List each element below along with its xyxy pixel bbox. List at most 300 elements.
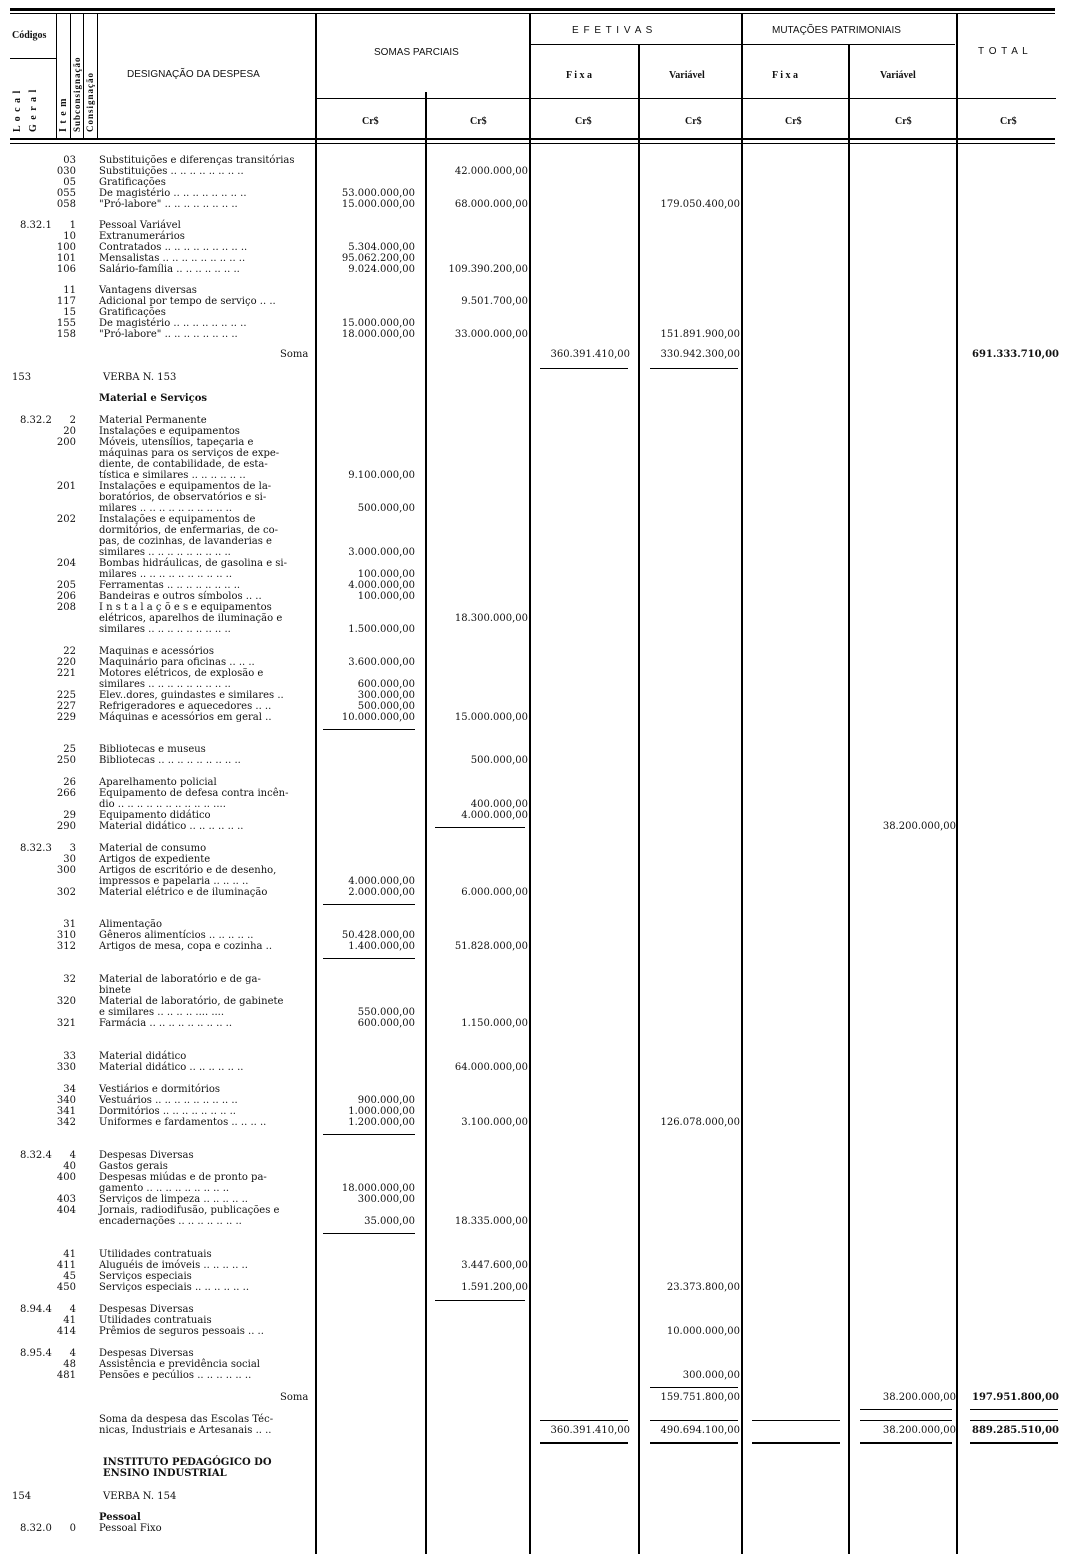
row-description: Material e Serviços xyxy=(99,393,208,404)
row-item-code: 330 xyxy=(56,1062,76,1073)
row-value-p1: 3.600.000,00 xyxy=(348,657,415,668)
row-item-code: 101 xyxy=(56,253,76,264)
row-item-code: 266 xyxy=(56,788,76,799)
row-value-var: 300.000,00 xyxy=(682,1370,740,1381)
row-description: Jornais, radiodifusão, publicações e xyxy=(99,1205,280,1216)
row-description: Extranumerários xyxy=(99,231,185,242)
row-value-p1: 300.000,00 xyxy=(357,690,415,701)
row-description: Despesas Diversas xyxy=(99,1304,194,1315)
row-value-p2: 18.335.000,00 xyxy=(454,1216,528,1227)
row-value-p1: 18.000.000,00 xyxy=(341,1183,415,1194)
currency-total: Cr$ xyxy=(1000,116,1017,127)
row-item-code: 155 xyxy=(56,318,76,329)
hdr-efetivas-line xyxy=(530,44,955,45)
row-description: máquinas para os serviços de expe- xyxy=(99,448,280,459)
row-value-p1: 600.000,00 xyxy=(357,679,415,690)
row-description: milares .. .. .. .. .. .. .. .. .. .. xyxy=(99,503,233,514)
total-label: T O T A L xyxy=(978,46,1029,57)
row-description: Bombas hidráulicas, de gasolina e si- xyxy=(99,558,287,569)
row-value-p1: 10.000.000,00 xyxy=(341,712,415,723)
row-code: 8.94.4 xyxy=(20,1304,52,1315)
row-description: Pensões e pecúlios .. .. .. .. .. .. xyxy=(99,1370,252,1381)
sum-line xyxy=(970,1420,1058,1421)
row-item-code: 45 xyxy=(63,1271,76,1282)
sum-line xyxy=(323,958,415,959)
sum-line xyxy=(860,1442,952,1444)
row-description: Material Permanente xyxy=(99,415,207,426)
row-value-p1: 15.000.000,00 xyxy=(341,318,415,329)
row-description: Despesas miúdas e de pronto pa- xyxy=(99,1172,267,1183)
col-line-var xyxy=(638,44,640,1554)
row-item-code: 4 xyxy=(69,1304,76,1315)
row-code: 153 xyxy=(12,372,32,383)
row-description: Dormitórios .. .. .. .. .. .. .. .. xyxy=(99,1106,236,1117)
row-item-code: 302 xyxy=(56,887,76,898)
sum-line xyxy=(970,1409,1058,1410)
row-value-p2: 33.000.000,00 xyxy=(454,329,528,340)
efetivas-label: E F E T I V A S xyxy=(572,25,654,36)
row-description: dio .. .. .. .. .. .. .. .. .. .. .... xyxy=(99,799,226,810)
row-item-code: 058 xyxy=(56,199,76,210)
sum-line xyxy=(970,1442,1058,1444)
row-item-code: 34 xyxy=(63,1084,76,1095)
row-item-code: 106 xyxy=(56,264,76,275)
row-item-code: 4 xyxy=(69,1348,76,1359)
row-item-code: 202 xyxy=(56,514,76,525)
row-value-p1: 2.000.000,00 xyxy=(348,887,415,898)
row-item-code: 05 xyxy=(63,177,76,188)
row-description: Artigos de expediente xyxy=(99,854,211,865)
row-description: Farmácia .. .. .. .. .. .. .. .. .. xyxy=(99,1018,233,1029)
fixa-label: F i x a xyxy=(566,70,593,81)
row-description: I n s t a l a ç õ e s e equipamentos xyxy=(99,602,272,613)
col-line-cons xyxy=(83,14,84,138)
row-item-code: 481 xyxy=(56,1370,76,1381)
row-description: e similares .. .. .. .. .... .... xyxy=(99,1007,225,1018)
sum-line xyxy=(323,729,415,730)
sum-line xyxy=(540,368,628,369)
row-description: De magistério .. .. .. .. .. .. .. .. xyxy=(99,188,247,199)
sum-line xyxy=(650,1420,738,1421)
row-value-p2: 4.000.000,00 xyxy=(461,810,528,821)
row-value-var: 159.751.800,00 xyxy=(660,1392,740,1403)
row-item-code: 229 xyxy=(56,712,76,723)
row-description: Alimentação xyxy=(99,919,163,930)
row-description: Artigos de mesa, copa e cozinha .. xyxy=(99,941,273,952)
row-item-code: 41 xyxy=(63,1315,76,1326)
row-value-p2: 18.300.000,00 xyxy=(454,613,528,624)
currency-mvar: Cr$ xyxy=(895,116,912,127)
mvariavel-label: Variável xyxy=(880,70,916,81)
row-value-p2: 3.447.600,00 xyxy=(461,1260,528,1271)
row-value-p2: 400.000,00 xyxy=(470,799,528,810)
geral-label: G e r a l xyxy=(28,88,39,132)
row-value-p1: 4.000.000,00 xyxy=(348,876,415,887)
row-value-total: 691.333.710,00 xyxy=(972,349,1059,360)
sum-line xyxy=(860,1409,952,1410)
row-item-code: 220 xyxy=(56,657,76,668)
row-value-p1: 5.304.000,00 xyxy=(348,242,415,253)
row-value-p1: 35.000,00 xyxy=(364,1216,415,1227)
row-value-p2: 1.150.000,00 xyxy=(461,1018,528,1029)
row-description: Despesas Diversas xyxy=(99,1348,194,1359)
row-description: Instalações e equipamentos de la- xyxy=(99,481,272,492)
row-description: Ferramentas .. .. .. .. .. .. .. .. xyxy=(99,580,241,591)
row-description: Material de consumo xyxy=(99,843,207,854)
row-description: Uniformes e fardamentos .. .. .. .. xyxy=(99,1117,267,1128)
row-item-code: 411 xyxy=(56,1260,76,1271)
row-item-code: 4 xyxy=(69,1150,76,1161)
row-value-p1: 1.200.000,00 xyxy=(348,1117,415,1128)
row-value-var: 490.694.100,00 xyxy=(660,1425,740,1436)
row-description: Maquinário para oficinas .. .. .. xyxy=(99,657,255,668)
sum-line xyxy=(323,1233,415,1234)
row-soma-label: Soma xyxy=(280,349,309,360)
row-description: Vestiários e dormitórios xyxy=(99,1084,220,1095)
row-item-code: 342 xyxy=(56,1117,76,1128)
row-item-code: 208 xyxy=(56,602,76,613)
header-bottom-rule xyxy=(10,138,1055,140)
row-description: Aluguéis de imóveis .. .. .. .. .. xyxy=(99,1260,248,1271)
row-description: Gratificações xyxy=(99,307,166,318)
row-description: Soma da despesa das Escolas Téc- xyxy=(99,1414,274,1425)
row-description: Substituições e diferenças transitórias xyxy=(99,155,295,166)
row-description: VERBA N. 153 xyxy=(103,372,177,383)
row-value-p1: 15.000.000,00 xyxy=(341,199,415,210)
row-value-p1: 1.000.000,00 xyxy=(348,1106,415,1117)
row-item-code: 32 xyxy=(63,974,76,985)
row-value-fixa: 360.391.410,00 xyxy=(550,349,630,360)
row-item-code: 341 xyxy=(56,1106,76,1117)
currency-var: Cr$ xyxy=(685,116,702,127)
row-description: VERBA N. 154 xyxy=(103,1491,177,1502)
row-value-p1: 95.062.200,00 xyxy=(341,253,415,264)
row-item-code: 225 xyxy=(56,690,76,701)
row-value-p2: 68.000.000,00 xyxy=(454,199,528,210)
local-label: L o c a l xyxy=(12,89,23,132)
row-item-code: 414 xyxy=(56,1326,76,1337)
header-bottom-rule-2 xyxy=(10,143,1055,144)
row-item-code: 29 xyxy=(63,810,76,821)
row-item-code: 40 xyxy=(63,1161,76,1172)
row-description: Bibliotecas e museus xyxy=(99,744,206,755)
col-line-p1 xyxy=(315,14,317,1554)
top-rule xyxy=(10,8,1055,11)
row-description: Bibliotecas .. .. .. .. .. .. .. .. .. xyxy=(99,755,241,766)
row-item-code: 030 xyxy=(56,166,76,177)
row-item-code: 310 xyxy=(56,930,76,941)
sum-line xyxy=(752,1420,840,1421)
row-item-code: 03 xyxy=(63,155,76,166)
row-description: Serviços especiais .. .. .. .. .. .. xyxy=(99,1282,250,1293)
row-item-code: 201 xyxy=(56,481,76,492)
currency-mfixa: Cr$ xyxy=(785,116,802,127)
sum-line xyxy=(540,1420,628,1421)
row-value-p1: 1.400.000,00 xyxy=(348,941,415,952)
row-item-code: 20 xyxy=(63,426,76,437)
row-item-code: 200 xyxy=(56,437,76,448)
row-value-p2: 42.000.000,00 xyxy=(454,166,528,177)
row-description: Adicional por tempo de serviço .. .. xyxy=(99,296,276,307)
sum-line xyxy=(650,1442,738,1444)
row-description: similares .. .. .. .. .. .. .. .. .. xyxy=(99,547,231,558)
row-value-p1: 4.000.000,00 xyxy=(348,580,415,591)
row-item-code: 11 xyxy=(63,285,76,296)
row-description: similares .. .. .. .. .. .. .. .. .. xyxy=(99,624,231,635)
sum-line xyxy=(540,1442,628,1444)
codigos-label: Códigos xyxy=(12,30,47,41)
row-description: Salário-família .. .. .. .. .. .. .. xyxy=(99,264,240,275)
row-description: Utilidades contratuais xyxy=(99,1315,212,1326)
row-description: Material didático .. .. .. .. .. .. xyxy=(99,1062,244,1073)
row-item-code: 404 xyxy=(56,1205,76,1216)
row-description: Vestuários .. .. .. .. .. .. .. .. .. xyxy=(99,1095,238,1106)
row-value-p2: 6.000.000,00 xyxy=(461,887,528,898)
row-item-code: 221 xyxy=(56,668,76,679)
row-item-code: 26 xyxy=(63,777,76,788)
row-item-code: 33 xyxy=(63,1051,76,1062)
row-description: Artigos de escritório e de desenho, xyxy=(99,865,277,876)
row-item-code: 320 xyxy=(56,996,76,1007)
currency-p1: Cr$ xyxy=(362,116,379,127)
row-description: Material de laboratório, de gabinete xyxy=(99,996,284,1007)
row-description: milares .. .. .. .. .. .. .. .. .. .. xyxy=(99,569,233,580)
row-code: 8.32.4 xyxy=(20,1150,52,1161)
row-item-code: 48 xyxy=(63,1359,76,1370)
col-line-total xyxy=(956,14,958,1554)
row-description: Equipamento de defesa contra incên- xyxy=(99,788,289,799)
row-description: Gêneros alimentícios .. .. .. .. .. xyxy=(99,930,254,941)
row-value-p1: 50.428.000,00 xyxy=(341,930,415,941)
row-item-code: 15 xyxy=(63,307,76,318)
sum-line xyxy=(860,1420,952,1421)
row-item-code: 25 xyxy=(63,744,76,755)
row-description: Vantagens diversas xyxy=(99,285,197,296)
designacao-label: DESIGNAÇÃO DA DESPESA xyxy=(127,69,260,80)
row-description: Pessoal xyxy=(99,1512,141,1523)
row-value-p2: 9.501.700,00 xyxy=(461,296,528,307)
row-item-code: 31 xyxy=(63,919,76,930)
row-description: De magistério .. .. .. .. .. .. .. .. xyxy=(99,318,247,329)
row-item-code: 117 xyxy=(56,296,76,307)
row-description: Equipamento didático xyxy=(99,810,211,821)
row-item-code: 206 xyxy=(56,591,76,602)
row-item-code: 227 xyxy=(56,701,76,712)
row-description: Maquinas e acessórios xyxy=(99,646,214,657)
col-line-desc xyxy=(97,14,98,138)
row-description: "Pró-labore" .. .. .. .. .. .. .. .. xyxy=(99,199,238,210)
row-description: "Pró-labore" .. .. .. .. .. .. .. .. xyxy=(99,329,238,340)
row-item-code: 22 xyxy=(63,646,76,657)
col-line-fixa xyxy=(529,14,531,1554)
row-description: similares .. .. .. .. .. .. .. .. .. xyxy=(99,679,231,690)
sum-line xyxy=(752,1442,840,1444)
row-value-fixa: 360.391.410,00 xyxy=(550,1425,630,1436)
row-item-code: 340 xyxy=(56,1095,76,1106)
row-soma-label: Soma xyxy=(280,1392,309,1403)
row-code: 8.32.0 xyxy=(20,1523,52,1534)
row-description: ENSINO INDUSTRIAL xyxy=(103,1468,227,1479)
hdr-codigos-line xyxy=(10,58,56,59)
row-item-code: 3 xyxy=(69,843,76,854)
row-description: impressos e papelaria .. .. .. .. xyxy=(99,876,249,887)
row-description: nicas, Industriais e Artesanais .. .. xyxy=(99,1425,272,1436)
row-value-var: 23.373.800,00 xyxy=(666,1282,740,1293)
row-description: Serviços especiais xyxy=(99,1271,192,1282)
row-description: dormitórios, de enfermarias, de co- xyxy=(99,525,279,536)
mfixa-label: F i x a xyxy=(772,70,799,81)
row-description: Serviços de limpeza .. .. .. .. .. xyxy=(99,1194,248,1205)
row-code: 154 xyxy=(12,1491,32,1502)
row-value-p2: 500.000,00 xyxy=(470,755,528,766)
row-description: encadernações .. .. .. .. .. .. .. xyxy=(99,1216,242,1227)
row-code: 8.32.2 xyxy=(20,415,52,426)
row-description: tística e similares .. .. .. .. .. .. xyxy=(99,470,246,481)
row-value-p1: 9.100.000,00 xyxy=(348,470,415,481)
sum-line xyxy=(650,1387,738,1388)
row-value-p1: 18.000.000,00 xyxy=(341,329,415,340)
currency-fixa: Cr$ xyxy=(575,116,592,127)
row-item-code: 10 xyxy=(63,231,76,242)
row-value-p1: 500.000,00 xyxy=(357,701,415,712)
row-item-code: 300 xyxy=(56,865,76,876)
row-value-p2: 1.591.200,00 xyxy=(461,1282,528,1293)
row-description: Prêmios de seguros pessoais .. .. xyxy=(99,1326,264,1337)
row-item-code: 2 xyxy=(69,415,76,426)
row-item-code: 450 xyxy=(56,1282,76,1293)
row-description: Móveis, utensílios, tapeçaria e xyxy=(99,437,254,448)
row-description: Pessoal Fixo xyxy=(99,1523,162,1534)
row-value-var: 179.050.400,00 xyxy=(660,199,740,210)
row-description: gamento .. .. .. .. .. .. .. .. .. xyxy=(99,1183,230,1194)
col-line-mvar xyxy=(848,44,850,1554)
row-value-p1: 53.000.000,00 xyxy=(341,188,415,199)
row-item-code: 0 xyxy=(69,1523,76,1534)
row-item-code: 41 xyxy=(63,1249,76,1260)
currency-p2: Cr$ xyxy=(470,116,487,127)
row-value-var: 330.942.300,00 xyxy=(660,349,740,360)
row-value-p1: 600.000,00 xyxy=(357,1018,415,1029)
row-code: 8.32.1 xyxy=(20,220,52,231)
row-item-code: 290 xyxy=(56,821,76,832)
row-description: Bandeiras e outros símbolos .. .. xyxy=(99,591,262,602)
hdr-sub-line xyxy=(316,98,1056,99)
row-item-code: 30 xyxy=(63,854,76,865)
row-item-code: 1 xyxy=(69,220,76,231)
row-description: binete xyxy=(99,985,131,996)
row-item-code: 100 xyxy=(56,242,76,253)
consignacao-label: Consignação xyxy=(85,71,95,132)
row-item-code: 403 xyxy=(56,1194,76,1205)
row-item-code: 205 xyxy=(56,580,76,591)
row-description: Refrigeradores e aquecedores .. .. xyxy=(99,701,272,712)
row-value-var: 151.891.900,00 xyxy=(660,329,740,340)
row-value-p1: 1.500.000,00 xyxy=(348,624,415,635)
row-description: Despesas Diversas xyxy=(99,1150,194,1161)
row-item-code: 321 xyxy=(56,1018,76,1029)
row-description: Máquinas e acessórios em geral .. xyxy=(99,712,272,723)
row-description: INSTITUTO PEDAGÓGICO DO xyxy=(103,1457,272,1468)
row-item-code: 312 xyxy=(56,941,76,952)
row-item-code: 250 xyxy=(56,755,76,766)
row-value-p1: 550.000,00 xyxy=(357,1007,415,1018)
row-value-p2: 109.390.200,00 xyxy=(448,264,528,275)
row-value-mvar: 38.200.000,00 xyxy=(882,1425,956,1436)
row-code: 8.95.4 xyxy=(20,1348,52,1359)
mutacoes-label: MUTAÇÕES PATRIMONIAIS xyxy=(772,25,901,36)
row-value-mvar: 38.200.000,00 xyxy=(882,1392,956,1403)
col-line-item xyxy=(56,14,57,138)
row-item-code: 400 xyxy=(56,1172,76,1183)
row-description: diente, de contabilidade, de esta- xyxy=(99,459,268,470)
sum-line xyxy=(323,1134,415,1135)
row-description: Pessoal Variável xyxy=(99,220,181,231)
row-description: pas, de cozinhas, de lavanderias e xyxy=(99,536,272,547)
item-label: I t e m xyxy=(58,97,69,132)
sum-line xyxy=(435,1300,525,1301)
col-line-mfixa xyxy=(741,14,743,1554)
sum-line xyxy=(650,368,738,369)
variavel-label: Variável xyxy=(669,70,705,81)
row-item-code: 055 xyxy=(56,188,76,199)
row-value-p2: 3.100.000,00 xyxy=(461,1117,528,1128)
row-value-p2: 51.828.000,00 xyxy=(454,941,528,952)
col-line-p2 xyxy=(425,92,427,1554)
row-value-var: 126.078.000,00 xyxy=(660,1117,740,1128)
row-description: Gastos gerais xyxy=(99,1161,168,1172)
sum-line xyxy=(435,827,525,828)
col-line-sub xyxy=(70,14,71,138)
row-value-p1: 900.000,00 xyxy=(357,1095,415,1106)
row-value-p1: 500.000,00 xyxy=(357,503,415,514)
row-description: Gratificações xyxy=(99,177,166,188)
row-description: Assistência e previdência social xyxy=(99,1359,260,1370)
row-description: Material elétrico e de iluminação xyxy=(99,887,268,898)
row-description: Aparelhamento policial xyxy=(99,777,217,788)
row-value-p2: 15.000.000,00 xyxy=(454,712,528,723)
row-description: Mensalistas .. .. .. .. .. .. .. .. .. xyxy=(99,253,246,264)
somas-parciais-label: SOMAS PARCIAIS xyxy=(374,47,459,58)
row-item-code: 158 xyxy=(56,329,76,340)
row-value-p1: 100.000,00 xyxy=(357,569,415,580)
row-description: Motores elétricos, de explosão e xyxy=(99,668,264,679)
row-description: Material didático xyxy=(99,1051,187,1062)
row-value-total: 197.951.800,00 xyxy=(972,1392,1059,1403)
row-value-p1: 100.000,00 xyxy=(357,591,415,602)
row-description: elétricos, aparelhos de iluminação e xyxy=(99,613,283,624)
row-description: Material de laboratório e de ga- xyxy=(99,974,261,985)
row-description: Contratados .. .. .. .. .. .. .. .. .. xyxy=(99,242,248,253)
sum-line xyxy=(323,904,415,905)
row-description: Utilidades contratuais xyxy=(99,1249,212,1260)
top-rule-2 xyxy=(10,13,1055,14)
row-value-mvar: 38.200.000,00 xyxy=(882,821,956,832)
row-value-total: 889.285.510,00 xyxy=(972,1425,1059,1436)
row-value-p1: 300.000,00 xyxy=(357,1194,415,1205)
row-description: boratórios, de observatórios e si- xyxy=(99,492,267,503)
row-item-code: 204 xyxy=(56,558,76,569)
row-code: 8.32.3 xyxy=(20,843,52,854)
row-description: Material didático .. .. .. .. .. .. xyxy=(99,821,244,832)
subconsignacao-label: Subconsignação xyxy=(72,56,82,132)
row-value-p2: 64.000.000,00 xyxy=(454,1062,528,1073)
row-description: Instalações e equipamentos xyxy=(99,426,240,437)
row-description: Elev..dores, guindastes e similares .. xyxy=(99,690,284,701)
row-value-var: 10.000.000,00 xyxy=(666,1326,740,1337)
row-value-p1: 9.024.000,00 xyxy=(348,264,415,275)
row-description: Substituições .. .. .. .. .. .. .. .. xyxy=(99,166,244,177)
row-description: Instalações e equipamentos de xyxy=(99,514,256,525)
